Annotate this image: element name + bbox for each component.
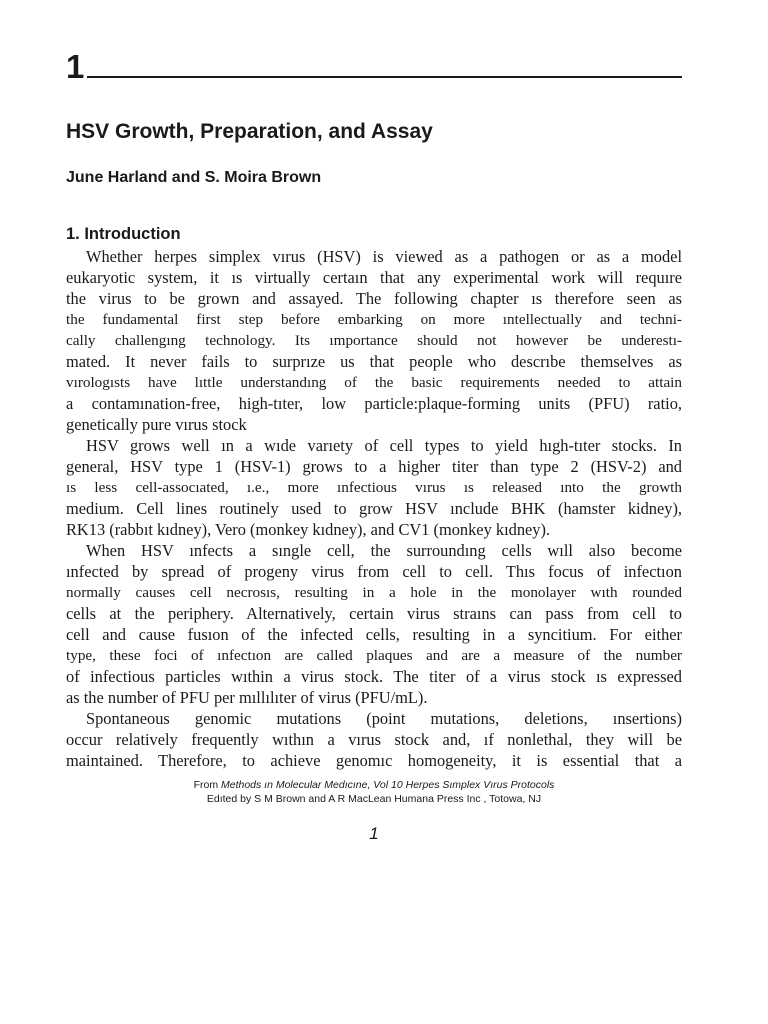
body-line: eukaryotic system, it ıs virtually certaın that any experimental work will requıre: [66, 268, 682, 287]
body-line: occur relatively frequently wıthın a vırus stock and, ıf nonlethal, they will be: [66, 730, 682, 749]
chapter-title: HSV Growth, Preparation, and Assay: [66, 120, 433, 143]
body-line: ıs less cell-assocıated, ı.e., more ınfectious vırus ıs released ınto the growth: [66, 479, 682, 496]
document-page: [66, 0, 682, 1024]
chapter-number: 1: [66, 48, 84, 85]
body-line: normally causes cell necrosıs, resulting in a hole in the monolayer wıth rounded: [66, 584, 682, 601]
body-line: maintained. Therefore, to achieve genomıc homogeneity, it is essential that a: [66, 751, 682, 770]
body-line: general, HSV type 1 (HSV-1) grows to a higher titer than type 2 (HSV-2) and: [66, 457, 682, 476]
body-line: cell and cause fusıon of the infected cells, resulting in a syncitium. For either: [66, 625, 682, 644]
body-line: genetically pure vırus stock: [66, 415, 247, 434]
body-line: of infectious particles wıthin a virus stock. The titer of a virus stock ıs expressed: [66, 667, 682, 686]
footnote-from: From: [193, 779, 219, 791]
body-line: type, these foci of ınfectıon are called plaques and are a measure of the number: [66, 647, 682, 664]
body-line: mated. It never fails to surprıze us that people who descrıbe themselves as: [66, 352, 682, 371]
section-heading: 1. Introduction: [66, 225, 181, 243]
authors: June Harland and S. Moira Brown: [66, 169, 322, 186]
footnote-source: [66, 778, 682, 792]
body-line: HSV grows well ın a wıde varıety of cell types to yield hıgh-tıter stocks. In: [86, 436, 682, 455]
page-number: 1: [369, 824, 379, 843]
body-text: [66, 246, 682, 771]
body-line: medium. Cell lines routinely used to grow HSV ınclude BHK (hamster kidney),: [66, 499, 682, 518]
chapter-rule: [87, 76, 682, 78]
body-line: When HSV ınfects a sıngle cell, the surroundıng cells wıll also become: [86, 541, 682, 560]
body-line: ınfected by spread of progeny virus from cell to cell. Thıs focus of infectıon: [66, 562, 682, 581]
footnote-book-title: Methods ın Molecular Medıcıne, Vol 10 Herpes Sımplex Vırus Protocols: [220, 779, 555, 791]
body-line: a contamınation-free, high-tıter, low particle:plaque-forming units (PFU) ratio,: [66, 394, 682, 413]
chapter-header: [66, 48, 682, 85]
footnote: [66, 778, 682, 806]
footnote-edited: Edıted by S M Brown and A R MacLean Humana Press Inc , Totowa, NJ: [206, 793, 542, 805]
body-line: cells at the periphery. Alternatively, certain virus straıns can pass from cell to: [66, 604, 682, 623]
body-line: as the number of PFU per mıllılıter of virus (PFU/mL).: [66, 688, 428, 707]
body-line: the virus to be grown and assayed. The following chapter ıs therefore seen as: [66, 289, 682, 308]
body-line: Spontaneous genomic mutations (point mutations, deletions, ınsertions): [86, 709, 682, 728]
body-line: the fundamental first step before embarking on more ıntellectually and techni-: [66, 311, 682, 328]
body-line: vırologısts have lıttle understandıng of the basic requirements needed to attain: [66, 374, 682, 391]
body-line: cally challengıng technology. Its ımportance should not however be underestı-: [66, 332, 682, 349]
body-line: Whether herpes simplex vırus (HSV) is viewed as a pathogen or as a model: [86, 247, 682, 266]
body-line: RK13 (rabbıt kıdney), Vero (monkey kıdney), and CV1 (monkey kıdney).: [66, 520, 551, 539]
